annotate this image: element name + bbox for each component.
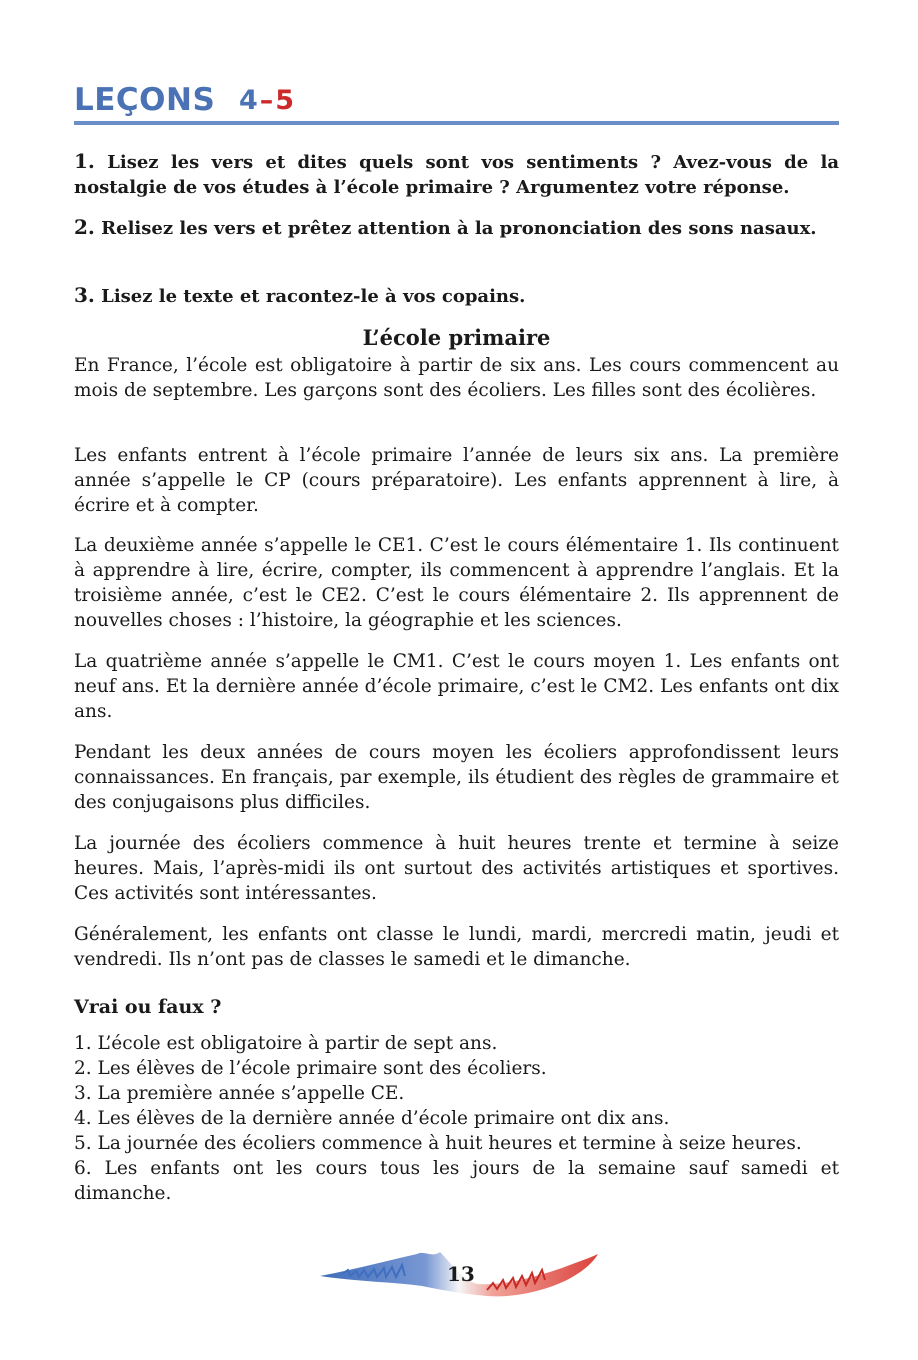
task-text: Lisez le texte et racontez-le à vos copains. xyxy=(94,286,526,307)
task-text: Lisez les vers et dites quels sont vos sentiments ? Avez-vous de la nostalgie de vos études à l’école primaire ? Argumentez votre réponse. xyxy=(74,152,839,198)
paragraph: La journée des écoliers commence à huit heures trente et termine à seize heures. Mais, l’après-midi ils ont surtout des activités artistiques et sportives. Ces activités sont intéressantes. xyxy=(74,833,839,904)
page-number: 13 xyxy=(447,1262,475,1286)
lesson-number-end: 5 xyxy=(275,85,295,116)
paragraph: La deuxième année s’appelle le CE1. C’est le cours élémentaire 1. Ils continuent à apprendre à lire, écrire, compter, ils commencent à apprendre l’anglais. Et la troisième année, c’est le CE2. C’est le cours élémentaire 2. Ils apprennent de nouvelles choses : l’histoire, la géographie et les sciences. xyxy=(74,535,839,631)
quiz-title: Vrai ou faux ? xyxy=(74,996,222,1018)
quiz-item: 3. La première année s’appelle CE. xyxy=(74,1083,405,1104)
task-number: 2. xyxy=(74,215,95,239)
header-rule xyxy=(74,121,839,125)
quiz-item: 6. Les enfants ont les cours tous les jours de la semaine sauf samedi et dimanche. xyxy=(74,1158,839,1204)
quiz-list xyxy=(74,1031,839,1206)
task-text: Relisez les vers et prêtez attention à la prononciation des sons nasaux. xyxy=(94,218,817,239)
task-number: 3. xyxy=(74,283,95,307)
paragraph: Les enfants entrent à l’école primaire l’année de leurs six ans. La première année s’appelle le CP (cours préparatoire). Les enfants apprennent à lire, à écrire et à compter. xyxy=(74,445,839,516)
paragraph: Pendant les deux années de cours moyen les écoliers approfondissent leurs connaissances. En français, par exemple, ils étudient des règles de grammaire et des conjugaisons plus difficiles. xyxy=(74,742,839,813)
lesson-title: LEÇONS xyxy=(74,82,216,118)
page-footer xyxy=(312,1240,602,1300)
lesson-number-dash: – xyxy=(259,85,274,116)
task-2 xyxy=(74,215,839,241)
task-3 xyxy=(74,283,839,309)
paragraph: La quatrième année s’appelle le CM1. C’est le cours moyen 1. Les enfants ont neuf ans. Et la dernière année d’école primaire, c’est le CM2. Les enfants ont dix ans. xyxy=(74,651,839,722)
lesson-numbers xyxy=(239,85,294,116)
task-number: 1. xyxy=(74,149,95,173)
task-1 xyxy=(74,149,839,200)
paragraph: Généralement, les enfants ont classe le lundi, mardi, mercredi matin, jeudi et vendredi. Ils n’ont pas de classes le samedi et le dimanche. xyxy=(74,924,839,970)
paragraph: En France, l’école est obligatoire à partir de six ans. Les cours commencent au mois de septembre. Les garçons sont des écoliers. Les filles sont des écolières. xyxy=(74,355,839,401)
quiz-item: 2. Les élèves de l’école primaire sont des écoliers. xyxy=(74,1058,547,1079)
quiz-item: 5. La journée des écoliers commence à huit heures et termine à seize heures. xyxy=(74,1133,802,1154)
quiz-item: 1. L’école est obligatoire à partir de sept ans. xyxy=(74,1033,498,1054)
quiz-item: 4. Les élèves de la dernière année d’école primaire ont dix ans. xyxy=(74,1108,670,1129)
lesson-number-start: 4 xyxy=(239,85,258,116)
text-title: L’école primaire xyxy=(362,325,551,350)
